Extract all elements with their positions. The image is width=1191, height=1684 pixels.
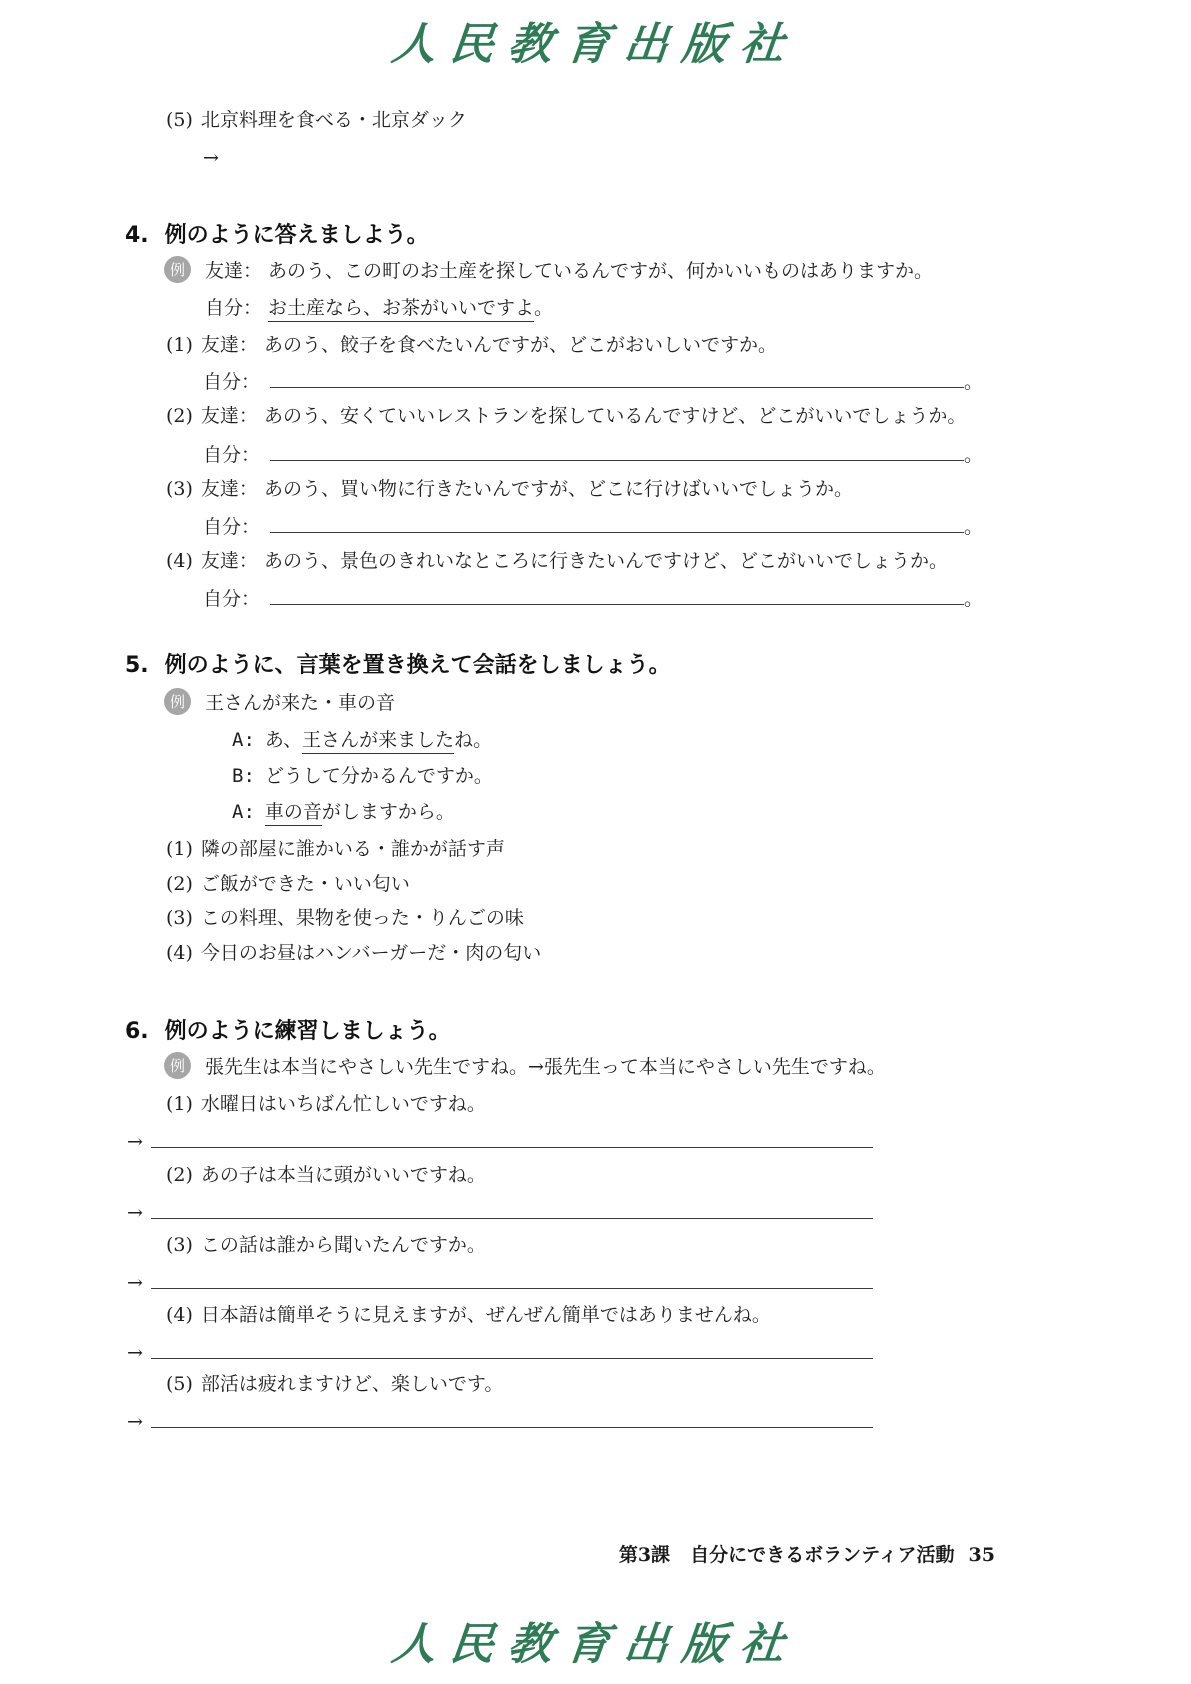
example-badge	[164, 256, 191, 283]
item-number: (2)	[166, 873, 193, 895]
s5-item4	[166, 941, 541, 966]
answer-blank-line	[151, 1126, 873, 1148]
arrow-icon: →	[203, 147, 219, 169]
arrow-icon: →	[127, 1130, 143, 1153]
s6-item1-answer-row	[127, 1126, 873, 1155]
item-number: (2)	[166, 1164, 193, 1186]
example-badge-label: 例	[164, 1052, 191, 1079]
publisher-logo-top: 人民教育出版社	[389, 19, 801, 70]
item-number: (2)	[166, 405, 193, 427]
s6-item4	[166, 1303, 771, 1328]
s4-item4-question	[166, 549, 948, 574]
example-badge-label: 例	[164, 688, 191, 715]
example-badge	[164, 1052, 191, 1079]
speaker-label: A:	[232, 729, 255, 751]
speaker-label: 自分：	[203, 370, 261, 393]
item-number: (5)	[166, 1373, 193, 1395]
speaker-label: 友達：	[205, 260, 263, 282]
dialogue-text: あのう、この町のお土産を探しているんですが、何かいいものはありますか。	[268, 260, 934, 282]
period: 。	[964, 515, 984, 538]
dialogue-text: ね。	[454, 729, 493, 751]
item-text: この話は誰から聞いたんですか。	[200, 1234, 486, 1256]
s5-example-line-a1	[232, 728, 492, 753]
s5-example-line-b	[232, 764, 493, 789]
section6-number: 6.	[125, 1019, 149, 1044]
period: 。	[964, 587, 984, 610]
speaker-label: B:	[232, 765, 255, 787]
dialogue-text: あ、	[264, 729, 303, 751]
speaker-label: A:	[232, 801, 255, 823]
s5-example-prompt	[205, 691, 395, 716]
section5-heading	[125, 648, 671, 679]
s6-item4-answer-row	[127, 1337, 873, 1366]
item-text: 水曜日はいちばん忙しいですね。	[200, 1093, 486, 1115]
prompt-text: 王さんが来た・車の音	[205, 692, 396, 714]
speaker-label: 友達：	[200, 550, 258, 572]
s5-item1	[166, 837, 505, 862]
s6-item3-answer-row	[127, 1267, 873, 1296]
exercise3-item5	[166, 108, 467, 133]
s4-example-self-line	[205, 296, 553, 321]
item-number: (1)	[166, 1093, 193, 1115]
s5-item2	[166, 872, 410, 897]
answer-blank-line	[151, 1406, 873, 1428]
item-text: 部活は疲れますけど、楽しいです。	[200, 1373, 504, 1395]
item-number: (3)	[166, 478, 193, 500]
publisher-logo-bottom: 人民教育出版社	[389, 1619, 801, 1670]
dialogue-text: あのう、安くていいレストランを探しているんですけど、どこがいいでしょうか。	[263, 405, 967, 427]
s4-item4-answer-row	[203, 583, 983, 612]
page-footer	[619, 1540, 995, 1567]
item-number: (3)	[166, 907, 193, 929]
item-number: (4)	[166, 550, 193, 572]
s6-item5-answer-row	[127, 1406, 873, 1435]
item-text: 北京料理を食べる・北京ダック	[200, 109, 467, 131]
s4-item3-question	[166, 477, 853, 502]
s6-item1	[166, 1092, 486, 1117]
speaker-label: 自分：	[203, 443, 261, 466]
speaker-label: 友達：	[200, 478, 258, 500]
dialogue-text: どうして分かるんですか。	[264, 765, 493, 787]
s5-item3	[166, 906, 524, 931]
dialogue-text: あのう、餃子を食べたいんですが、どこがおいしいですか。	[263, 334, 777, 356]
item-number: (4)	[166, 1304, 193, 1326]
s4-example-friend-line	[205, 259, 933, 284]
answer-blank-line	[270, 511, 964, 533]
replaced-underlined: 車の音	[265, 801, 322, 826]
speaker-label: 自分：	[205, 297, 263, 319]
section4-number: 4.	[125, 223, 149, 248]
item-number: (3)	[166, 1234, 193, 1256]
s6-item2-answer-row	[127, 1197, 873, 1226]
answer-blank-line	[151, 1267, 873, 1289]
period: 。	[534, 297, 554, 319]
s4-item3-answer-row	[203, 511, 983, 540]
s6-example-text	[205, 1055, 886, 1080]
arrow-icon: →	[127, 1410, 143, 1433]
example-badge-label: 例	[164, 256, 191, 283]
item-text: この料理、果物を使った・りんごの味	[200, 907, 524, 929]
arrow-icon: →	[127, 1341, 143, 1364]
arrow-icon: →	[127, 1201, 143, 1224]
s6-item3	[166, 1233, 486, 1258]
item-text: 隣の部屋に誰かいる・誰かが話す声	[200, 838, 505, 860]
speaker-label: 友達：	[200, 405, 258, 427]
period: 。	[964, 443, 984, 466]
section5-number: 5.	[125, 653, 149, 678]
answer-blank-line	[270, 439, 964, 461]
item-text: あの子は本当に頭がいいですね。	[200, 1164, 486, 1186]
item-text: 今日のお昼はハンバーガーだ・肉の匂い	[200, 942, 542, 964]
arrow-icon: →	[127, 1271, 143, 1294]
item-number: (4)	[166, 942, 193, 964]
section4-heading	[125, 218, 429, 249]
answer-blank-line	[151, 1337, 873, 1359]
speaker-label: 自分：	[203, 515, 261, 538]
section4-title: 例のように答えましよう。	[164, 223, 429, 248]
section6-heading	[125, 1014, 451, 1045]
item-text: 日本語は簡単そうに見えますが、ぜんぜん簡単ではありませんね。	[200, 1304, 771, 1326]
footer-lesson: 第3課	[618, 1544, 671, 1566]
example-badge	[164, 688, 191, 715]
section6-title: 例のように練習しましょう。	[164, 1019, 451, 1044]
s4-item2-question	[166, 404, 966, 429]
dialogue-text: がしますから。	[321, 801, 455, 823]
section5-title: 例のように、言葉を置き換えて会話をしましょう。	[164, 653, 671, 678]
s6-item5	[166, 1372, 503, 1397]
speaker-label: 自分：	[203, 587, 261, 610]
dialogue-text: あのう、景色のきれいなところに行きたいんですけど、どこがいいでしょうか。	[263, 550, 948, 572]
footer-page-number: 35	[968, 1544, 995, 1566]
s4-item1-answer-row	[203, 366, 983, 395]
item-number: (1)	[166, 334, 193, 356]
footer-lesson-title: 自分にできるボランティア活動	[690, 1544, 955, 1566]
item-number: (5)	[166, 109, 193, 131]
s4-item1-question	[166, 333, 777, 358]
answer-underlined: お土産なら、お茶がいいですよ	[268, 297, 534, 322]
example-sentence: 張先生は本当にやさしい先生ですね。→張先生って本当にやさしい先生ですね。	[205, 1056, 886, 1078]
s6-item2	[166, 1163, 486, 1188]
item-number: (1)	[166, 838, 193, 860]
s5-example-line-a2	[232, 800, 455, 825]
dialogue-text: あのう、買い物に行きたいんですが、どこに行けばいいでしょうか。	[263, 478, 853, 500]
answer-blank-line	[270, 583, 964, 605]
speaker-label: 友達：	[200, 334, 258, 356]
period: 。	[964, 370, 984, 393]
answer-blank-line	[270, 366, 964, 388]
replaced-underlined: 王さんが来ました	[302, 729, 454, 754]
item-text: ご飯ができた・いい匂い	[200, 873, 410, 895]
answer-blank-line	[151, 1197, 873, 1219]
s4-item2-answer-row	[203, 439, 983, 468]
